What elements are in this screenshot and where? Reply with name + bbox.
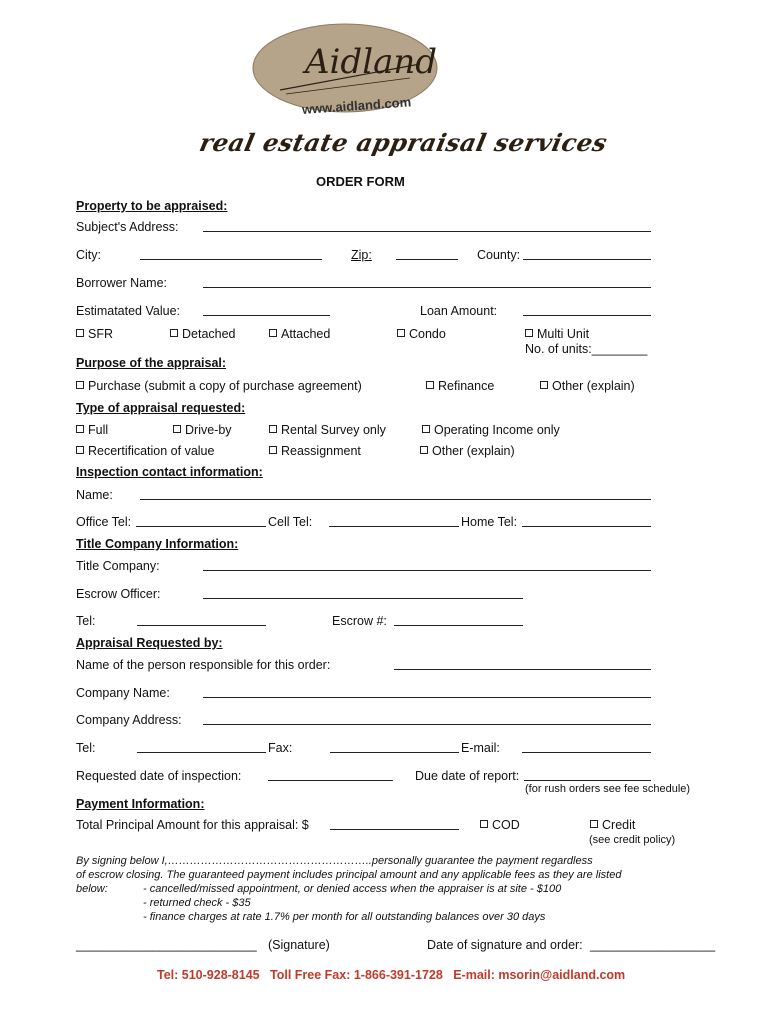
purpose-refinance[interactable]: Refinance [426,379,494,393]
property-heading: Property to be appraised: [76,199,228,213]
zip-label: Zip: [351,248,372,262]
inspection-name-label: Name: [76,488,113,502]
checkbox-icon [173,425,181,433]
escrow-no-field[interactable] [394,625,523,626]
checkbox-icon [540,381,548,389]
checkbox-icon [426,381,434,389]
signature-date-label: Date of signature and order: [427,938,583,952]
type-condo[interactable]: Condo [397,327,446,341]
checkbox-icon [76,446,84,454]
checkbox-icon [420,446,428,454]
borrower-field[interactable] [203,287,651,288]
terms-item-2: - returned check - $35 [143,897,251,909]
checkbox-icon [76,381,84,389]
type-attached[interactable]: Attached [269,327,330,341]
checkbox-icon [525,329,533,337]
appraisal-rental-survey[interactable]: Rental Survey only [269,423,386,437]
terms-line-1: By signing below I,………………………………………………..personally guarantee the payment regardless [76,855,593,867]
responsible-label: Name of the person responsible for this order: [76,658,331,672]
loan-amount-field[interactable] [523,315,651,316]
requester-tel-label: Tel: [76,741,96,755]
city-label: City: [76,248,101,262]
cell-tel-field[interactable] [329,526,459,527]
payment-heading: Payment Information: [76,797,205,811]
fax-label: Fax: [268,741,293,755]
title-company-label: Title Company: [76,559,160,573]
checkbox-icon [269,446,277,454]
subject-address-label: Subject's Address: [76,220,179,234]
tagline: real estate appraisal services [196,128,611,157]
zip-field[interactable] [396,259,458,260]
escrow-officer-field[interactable] [203,598,523,599]
escrow-no-label: Escrow #: [332,614,387,628]
title-tel-label: Tel: [76,614,96,628]
due-date-label: Due date of report: [415,769,520,783]
checkbox-icon [590,820,598,828]
inspection-name-field[interactable] [140,499,651,500]
terms-below: below: [76,883,108,895]
terms-item-3: - finance charges at rate 1.7% per month for all outstanding balances over 30 days [143,911,546,923]
footer-contact: Tel: 510-928-8145 Toll Free Fax: 1-866-391-1728 E-mail: msorin@aidland.com [157,968,626,982]
signature-field[interactable]: __________________________ [76,938,257,952]
borrower-label: Borrower Name: [76,276,167,290]
purpose-other[interactable]: Other (explain) [540,379,635,393]
units-field[interactable]: No. of units:________ [525,342,648,356]
type-sfr[interactable]: SFR [76,327,113,341]
requester-tel-field[interactable] [137,752,266,753]
terms-item-1: - cancelled/missed appointment, or denied access when the appraiser is at site - $100 [143,883,562,895]
office-tel-field[interactable] [136,526,266,527]
inspection-date-label: Requested date of inspection: [76,769,242,783]
signature-label: (Signature) [268,938,330,952]
est-value-field[interactable] [203,315,330,316]
home-tel-label: Home Tel: [461,515,518,529]
purpose-purchase[interactable]: Purchase (submit a copy of purchase agreement) [76,379,362,393]
loan-amount-label: Loan Amount: [420,304,498,318]
appraisal-operating-income[interactable]: Operating Income only [422,423,560,437]
checkbox-icon [422,425,430,433]
total-amount-field[interactable] [330,829,459,830]
type-multi-unit[interactable]: Multi Unit [525,327,589,341]
payment-cod[interactable]: COD [480,818,520,832]
checkbox-icon [170,329,178,337]
checkbox-icon [269,329,277,337]
city-field[interactable] [140,259,322,260]
county-field[interactable] [523,259,651,260]
escrow-officer-label: Escrow Officer: [76,587,161,601]
requested-by-heading: Appraisal Requested by: [76,636,223,650]
county-label: County: [477,248,521,262]
rush-note: (for rush orders see fee schedule) [525,783,691,795]
type-detached[interactable]: Detached [170,327,236,341]
appraisal-reassignment[interactable]: Reassignment [269,444,361,458]
website-url: www.aidland.com [301,94,412,117]
appraisal-drive-by[interactable]: Drive-by [173,423,232,437]
title-tel-field[interactable] [137,625,266,626]
terms-line-2: of escrow closing. The guaranteed payment includes principal amount and any applicable fees as they are listed [76,869,622,881]
fax-field[interactable] [330,752,459,753]
payment-credit[interactable]: Credit [590,818,635,832]
email-label: E-mail: [461,741,500,755]
responsible-field[interactable] [394,669,651,670]
appraisal-other[interactable]: Other (explain) [420,444,515,458]
appraisal-type-heading: Type of appraisal requested: [76,401,246,415]
checkbox-icon [480,820,488,828]
credit-note: (see credit policy) [589,834,676,846]
form-title: ORDER FORM [316,174,405,189]
home-tel-field[interactable] [522,526,651,527]
checkbox-icon [76,329,84,337]
appraisal-recertification[interactable]: Recertification of value [76,444,214,458]
company-name-label: Company Name: [76,686,170,700]
email-field[interactable] [522,752,651,753]
signature-date-field[interactable]: __________________ [590,938,716,952]
title-company-field[interactable] [203,570,651,571]
inspection-heading: Inspection contact information: [76,465,263,479]
office-tel-label: Office Tel: [76,515,132,529]
inspection-date-field[interactable] [268,780,393,781]
subject-address-field[interactable] [203,231,651,232]
checkbox-icon [76,425,84,433]
cell-tel-label: Cell Tel: [268,515,313,529]
checkbox-icon [397,329,405,337]
checkbox-icon [269,425,277,433]
total-amount-label: Total Principal Amount for this appraisal: $ [76,818,309,832]
appraisal-full[interactable]: Full [76,423,108,437]
company-address-field[interactable] [203,724,651,725]
title-company-heading: Title Company Information: [76,537,239,551]
est-value-label: Estimatated Value: [76,304,180,318]
logo-text: Aidland [305,42,437,82]
due-date-field[interactable] [524,780,651,781]
company-name-field[interactable] [203,697,651,698]
purpose-heading: Purpose of the appraisal: [76,356,227,370]
company-address-label: Company Address: [76,713,182,727]
